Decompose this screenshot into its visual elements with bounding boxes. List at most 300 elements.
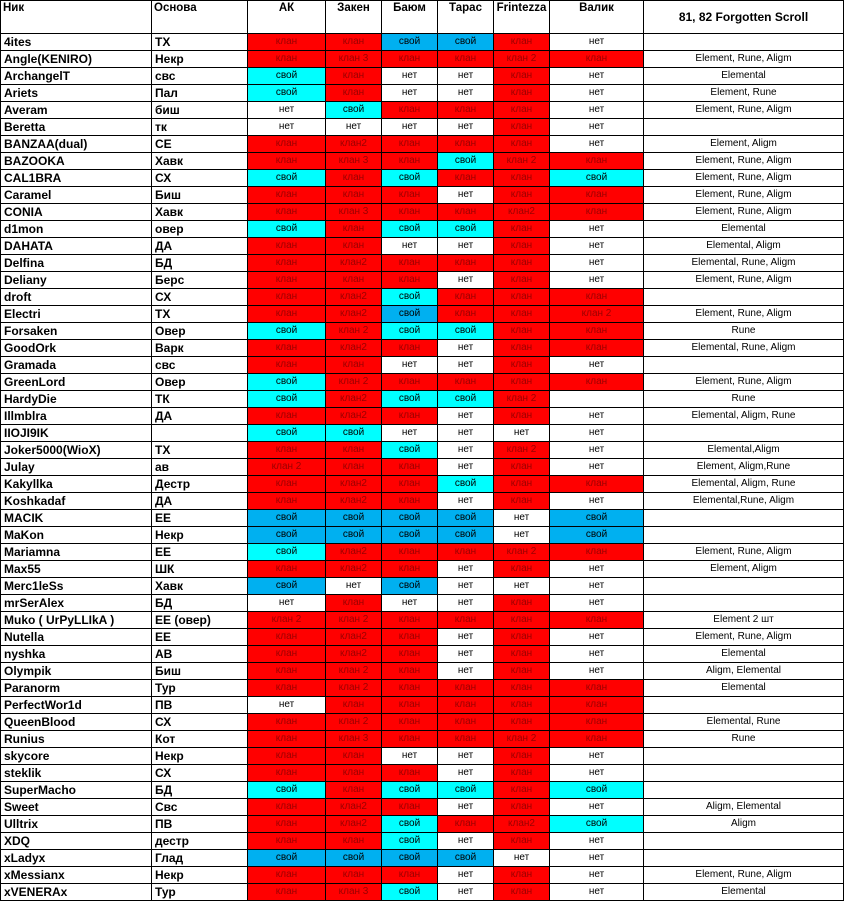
forgotten-scroll-cell: Element, Rune, Aligm — [644, 374, 844, 391]
nick-cell: nyshka — [1, 646, 152, 663]
roster-body — [1, 34, 844, 901]
ak-cell: клан — [248, 561, 326, 578]
table-row — [1, 391, 844, 408]
table-row — [1, 595, 844, 612]
zaken-cell: свой — [326, 527, 382, 544]
table-row — [1, 85, 844, 102]
zaken-cell: клан2 — [326, 391, 382, 408]
zaken-cell: клан2 — [326, 493, 382, 510]
table-row — [1, 544, 844, 561]
nick-cell: Caramel — [1, 187, 152, 204]
baium-cell: клан — [382, 680, 438, 697]
table-row — [1, 612, 844, 629]
frintezza-cell: клан — [494, 799, 550, 816]
nick-cell: skycore — [1, 748, 152, 765]
baium-cell: нет — [382, 238, 438, 255]
zaken-cell: клан — [326, 833, 382, 850]
ak-cell: свой — [248, 85, 326, 102]
zaken-cell: клан — [326, 595, 382, 612]
frintezza-cell: клан2 — [494, 816, 550, 833]
base-class-cell: ЕЕ — [152, 629, 248, 646]
frintezza-cell: клан 2 — [494, 731, 550, 748]
forgotten-scroll-cell: Rune — [644, 391, 844, 408]
zaken-cell: клан — [326, 765, 382, 782]
baium-cell: свой — [382, 510, 438, 527]
base-class-cell: тк — [152, 119, 248, 136]
valik-cell: клан — [550, 323, 644, 340]
valik-cell: клан — [550, 204, 644, 221]
base-class-cell: Некр — [152, 527, 248, 544]
valik-cell: нет — [550, 357, 644, 374]
frintezza-cell: клан — [494, 68, 550, 85]
baium-cell: свой — [382, 850, 438, 867]
base-class-cell: Дестр — [152, 476, 248, 493]
base-class-cell: Варк — [152, 340, 248, 357]
ak-cell: клан — [248, 255, 326, 272]
table-row — [1, 629, 844, 646]
frintezza-cell: нет — [494, 425, 550, 442]
valik-cell: нет — [550, 663, 644, 680]
table-row — [1, 119, 844, 136]
ak-cell: клан — [248, 340, 326, 357]
baium-cell: нет — [382, 85, 438, 102]
table-row — [1, 34, 844, 51]
base-class-cell: Глад — [152, 850, 248, 867]
base-class-cell: ДА — [152, 408, 248, 425]
zaken-cell: клан2 — [326, 340, 382, 357]
baium-cell: клан — [382, 731, 438, 748]
frintezza-cell: клан 2 — [494, 153, 550, 170]
valik-cell: нет — [550, 136, 644, 153]
zaken-cell: клан — [326, 238, 382, 255]
table-row — [1, 255, 844, 272]
valik-cell: клан — [550, 731, 644, 748]
frintezza-cell: клан — [494, 119, 550, 136]
frintezza-cell: клан — [494, 272, 550, 289]
forgotten-scroll-cell: Element, Rune, Aligm — [644, 272, 844, 289]
nick-cell: xVENERAx — [1, 884, 152, 901]
table-row — [1, 323, 844, 340]
nick-cell: BANZAA(dual) — [1, 136, 152, 153]
ak-cell: клан — [248, 646, 326, 663]
taras-cell: нет — [438, 663, 494, 680]
base-class-cell: БД — [152, 782, 248, 799]
nick-cell: XDQ — [1, 833, 152, 850]
frintezza-cell: клан — [494, 221, 550, 238]
base-class-cell: СЕ — [152, 136, 248, 153]
base-class-cell — [152, 425, 248, 442]
forgotten-scroll-cell — [644, 510, 844, 527]
ak-cell: клан — [248, 289, 326, 306]
zaken-cell: клан2 — [326, 289, 382, 306]
taras-cell: свой — [438, 34, 494, 51]
ak-cell: клан — [248, 408, 326, 425]
nick-cell: GreenLord — [1, 374, 152, 391]
ak-cell: клан 2 — [248, 459, 326, 476]
table-row — [1, 646, 844, 663]
taras-cell: нет — [438, 85, 494, 102]
zaken-cell: клан — [326, 34, 382, 51]
valik-cell: нет — [550, 442, 644, 459]
zaken-cell: клан 2 — [326, 663, 382, 680]
taras-cell: свой — [438, 323, 494, 340]
ak-cell: нет — [248, 595, 326, 612]
frintezza-cell: клан — [494, 170, 550, 187]
table-row — [1, 561, 844, 578]
ak-cell: свой — [248, 170, 326, 187]
nick-cell: ArchangelT — [1, 68, 152, 85]
nick-cell: Kakyllka — [1, 476, 152, 493]
table-row — [1, 68, 844, 85]
nick-cell: SuperMacho — [1, 782, 152, 799]
taras-cell: нет — [438, 340, 494, 357]
base-class-cell: ДА — [152, 238, 248, 255]
baium-cell: клан — [382, 765, 438, 782]
baium-cell: клан — [382, 204, 438, 221]
nick-cell: HardyDie — [1, 391, 152, 408]
nick-cell: PerfectWor1d — [1, 697, 152, 714]
frintezza-cell: нет — [494, 527, 550, 544]
nick-cell: Sweet — [1, 799, 152, 816]
zaken-cell: клан — [326, 221, 382, 238]
ak-cell: клан — [248, 884, 326, 901]
base-class-cell: Свс — [152, 799, 248, 816]
base-class-cell: ТХ — [152, 34, 248, 51]
forgotten-scroll-cell — [644, 289, 844, 306]
table-row — [1, 340, 844, 357]
header-baium: Баюм — [382, 1, 438, 34]
base-class-cell: ПВ — [152, 816, 248, 833]
zaken-cell: клан2 — [326, 816, 382, 833]
taras-cell: клан — [438, 612, 494, 629]
frintezza-cell: нет — [494, 578, 550, 595]
taras-cell: нет — [438, 884, 494, 901]
nick-cell: Ariets — [1, 85, 152, 102]
frintezza-cell: клан — [494, 561, 550, 578]
forgotten-scroll-cell: Rune — [644, 731, 844, 748]
frintezza-cell: клан — [494, 867, 550, 884]
table-row — [1, 170, 844, 187]
baium-cell: свой — [382, 391, 438, 408]
taras-cell: свой — [438, 476, 494, 493]
baium-cell: нет — [382, 357, 438, 374]
valik-cell: нет — [550, 765, 644, 782]
table-row — [1, 102, 844, 119]
taras-cell: клан — [438, 289, 494, 306]
taras-cell: клан — [438, 816, 494, 833]
baium-cell: клан — [382, 714, 438, 731]
zaken-cell: клан2 — [326, 799, 382, 816]
baium-cell: клан — [382, 629, 438, 646]
nick-cell: Runius — [1, 731, 152, 748]
nick-cell: CONIA — [1, 204, 152, 221]
forgotten-scroll-cell: Elemental,Aligm — [644, 442, 844, 459]
forgotten-scroll-cell: Elemental — [644, 221, 844, 238]
ak-cell: свой — [248, 391, 326, 408]
zaken-cell: клан2 — [326, 544, 382, 561]
table-row — [1, 425, 844, 442]
nick-cell: xMessianx — [1, 867, 152, 884]
table-row — [1, 442, 844, 459]
valik-cell: клан — [550, 544, 644, 561]
baium-cell: клан — [382, 476, 438, 493]
zaken-cell: клан 2 — [326, 374, 382, 391]
valik-cell: нет — [550, 578, 644, 595]
nick-cell: Koshkadaf — [1, 493, 152, 510]
zaken-cell: клан 2 — [326, 680, 382, 697]
nick-cell: Paranorm — [1, 680, 152, 697]
base-class-cell: ЕЕ — [152, 544, 248, 561]
valik-cell: нет — [550, 85, 644, 102]
base-class-cell: дестр — [152, 833, 248, 850]
baium-cell: свой — [382, 884, 438, 901]
table-row — [1, 272, 844, 289]
table-row — [1, 306, 844, 323]
table-row — [1, 833, 844, 850]
nick-cell: Ulltrix — [1, 816, 152, 833]
taras-cell: нет — [438, 425, 494, 442]
forgotten-scroll-cell: Elemental, Aligm, Rune — [644, 408, 844, 425]
table-row — [1, 850, 844, 867]
taras-cell: клан — [438, 731, 494, 748]
taras-cell: свой — [438, 391, 494, 408]
header-taras: Тарас — [438, 1, 494, 34]
nick-cell: Julay — [1, 459, 152, 476]
taras-cell: нет — [438, 68, 494, 85]
taras-cell: нет — [438, 408, 494, 425]
base-class-cell: Хавк — [152, 204, 248, 221]
zaken-cell: клан — [326, 459, 382, 476]
forgotten-scroll-cell: Element, Aligm — [644, 136, 844, 153]
baium-cell: свой — [382, 442, 438, 459]
nick-cell: Gramada — [1, 357, 152, 374]
taras-cell: клан — [438, 170, 494, 187]
forgotten-scroll-cell — [644, 850, 844, 867]
frintezza-cell: клан 2 — [494, 442, 550, 459]
forgotten-scroll-cell — [644, 595, 844, 612]
forgotten-scroll-cell: Element, Rune, Aligm — [644, 306, 844, 323]
taras-cell: клан — [438, 204, 494, 221]
ak-cell: клан — [248, 867, 326, 884]
base-class-cell: ТХ — [152, 442, 248, 459]
ak-cell: свой — [248, 544, 326, 561]
baium-cell: свой — [382, 833, 438, 850]
table-row — [1, 578, 844, 595]
ak-cell: клан — [248, 476, 326, 493]
base-class-cell: СХ — [152, 714, 248, 731]
zaken-cell: клан 3 — [326, 51, 382, 68]
ak-cell: клан — [248, 731, 326, 748]
ak-cell: клан — [248, 51, 326, 68]
frintezza-cell: клан — [494, 748, 550, 765]
zaken-cell: клан 2 — [326, 612, 382, 629]
header-frintezza: Frintezza — [494, 1, 550, 34]
base-class-cell: ПВ — [152, 697, 248, 714]
zaken-cell: клан — [326, 748, 382, 765]
zaken-cell: клан2 — [326, 255, 382, 272]
ak-cell: свой — [248, 221, 326, 238]
taras-cell: нет — [438, 442, 494, 459]
table-row — [1, 884, 844, 901]
ak-cell: свой — [248, 510, 326, 527]
base-class-cell: Биш — [152, 187, 248, 204]
nick-cell: MaKon — [1, 527, 152, 544]
base-class-cell: Овер — [152, 374, 248, 391]
valik-cell: нет — [550, 221, 644, 238]
forgotten-scroll-cell — [644, 34, 844, 51]
ak-cell: клан 2 — [248, 612, 326, 629]
valik-cell: нет — [550, 833, 644, 850]
valik-cell: клан — [550, 51, 644, 68]
ak-cell: клан — [248, 765, 326, 782]
nick-cell: Nutella — [1, 629, 152, 646]
nick-cell: QueenBlood — [1, 714, 152, 731]
nick-cell: Joker5000(WioX) — [1, 442, 152, 459]
ak-cell: свой — [248, 850, 326, 867]
header-row — [1, 1, 844, 34]
table-row — [1, 527, 844, 544]
forgotten-scroll-cell — [644, 119, 844, 136]
taras-cell: нет — [438, 357, 494, 374]
table-row — [1, 204, 844, 221]
frintezza-cell: клан — [494, 187, 550, 204]
taras-cell: свой — [438, 850, 494, 867]
baium-cell: свой — [382, 782, 438, 799]
forgotten-scroll-cell: Elemental, Aligm — [644, 238, 844, 255]
valik-cell: свой — [550, 510, 644, 527]
zaken-cell: свой — [326, 425, 382, 442]
forgotten-scroll-cell — [644, 782, 844, 799]
valik-cell: клан — [550, 340, 644, 357]
valik-cell: нет — [550, 408, 644, 425]
baium-cell: клан — [382, 493, 438, 510]
zaken-cell: клан2 — [326, 136, 382, 153]
taras-cell: нет — [438, 867, 494, 884]
zaken-cell: клан2 — [326, 561, 382, 578]
zaken-cell: клан2 — [326, 646, 382, 663]
taras-cell: нет — [438, 187, 494, 204]
ak-cell: клан — [248, 833, 326, 850]
ak-cell: клан — [248, 204, 326, 221]
nick-cell: MACIK — [1, 510, 152, 527]
ak-cell: нет — [248, 102, 326, 119]
frintezza-cell: клан — [494, 408, 550, 425]
baium-cell: свой — [382, 221, 438, 238]
frintezza-cell: клан — [494, 459, 550, 476]
frintezza-cell: клан 2 — [494, 544, 550, 561]
baium-cell: клан — [382, 153, 438, 170]
nick-cell: Beretta — [1, 119, 152, 136]
forgotten-scroll-cell: Elemental — [644, 68, 844, 85]
valik-cell: свой — [550, 170, 644, 187]
zaken-cell: клан — [326, 85, 382, 102]
frintezza-cell: клан — [494, 238, 550, 255]
valik-cell: свой — [550, 527, 644, 544]
ak-cell: нет — [248, 119, 326, 136]
ak-cell: клан — [248, 272, 326, 289]
frintezza-cell: клан — [494, 374, 550, 391]
baium-cell: свой — [382, 527, 438, 544]
forgotten-scroll-cell: Element, Rune, Aligm — [644, 153, 844, 170]
baium-cell: клан — [382, 646, 438, 663]
nick-cell: Angle(KENIRO) — [1, 51, 152, 68]
nick-cell: Olympik — [1, 663, 152, 680]
taras-cell: свой — [438, 153, 494, 170]
baium-cell: нет — [382, 748, 438, 765]
zaken-cell: клан 2 — [326, 323, 382, 340]
baium-cell: клан — [382, 561, 438, 578]
ak-cell: свой — [248, 374, 326, 391]
zaken-cell: клан — [326, 867, 382, 884]
table-row — [1, 714, 844, 731]
taras-cell: нет — [438, 578, 494, 595]
valik-cell: клан — [550, 187, 644, 204]
taras-cell: нет — [438, 646, 494, 663]
forgotten-scroll-cell: Element, Rune, Aligm — [644, 204, 844, 221]
taras-cell: нет — [438, 493, 494, 510]
taras-cell: нет — [438, 119, 494, 136]
table-row — [1, 374, 844, 391]
base-class-cell: Биш — [152, 663, 248, 680]
ak-cell: клан — [248, 663, 326, 680]
forgotten-scroll-cell: Aligm, Elemental — [644, 799, 844, 816]
zaken-cell: клан2 — [326, 408, 382, 425]
baium-cell: нет — [382, 595, 438, 612]
table-row — [1, 357, 844, 374]
base-class-cell: овер — [152, 221, 248, 238]
ak-cell: клан — [248, 34, 326, 51]
valik-cell: нет — [550, 102, 644, 119]
nick-cell: Merc1leSs — [1, 578, 152, 595]
forgotten-scroll-cell: Element 2 шт — [644, 612, 844, 629]
forgotten-scroll-cell: Elemental, Rune, Aligm — [644, 255, 844, 272]
forgotten-scroll-cell: Elemental, Rune, Aligm — [644, 340, 844, 357]
baium-cell: клан — [382, 136, 438, 153]
table-row — [1, 289, 844, 306]
frintezza-cell: нет — [494, 510, 550, 527]
baium-cell: свой — [382, 816, 438, 833]
valik-cell: нет — [550, 425, 644, 442]
valik-cell: клан — [550, 697, 644, 714]
forgotten-scroll-cell: Element, Rune, Aligm — [644, 51, 844, 68]
table-row — [1, 765, 844, 782]
nick-cell: droft — [1, 289, 152, 306]
taras-cell: нет — [438, 765, 494, 782]
ak-cell: свой — [248, 527, 326, 544]
forgotten-scroll-cell: Elemental — [644, 646, 844, 663]
frintezza-cell: клан — [494, 34, 550, 51]
valik-cell: клан — [550, 714, 644, 731]
frintezza-cell: клан — [494, 493, 550, 510]
forgotten-scroll-cell: Aligm — [644, 816, 844, 833]
baium-cell: свой — [382, 289, 438, 306]
baium-cell: свой — [382, 323, 438, 340]
ak-cell: клан — [248, 187, 326, 204]
frintezza-cell: клан — [494, 646, 550, 663]
nick-cell: IIOJI9IK — [1, 425, 152, 442]
nick-cell: xLadyx — [1, 850, 152, 867]
table-row — [1, 663, 844, 680]
base-class-cell: Пал — [152, 85, 248, 102]
baium-cell: клан — [382, 272, 438, 289]
zaken-cell: клан2 — [326, 629, 382, 646]
frintezza-cell: клан — [494, 357, 550, 374]
ak-cell: клан — [248, 306, 326, 323]
taras-cell: клан — [438, 306, 494, 323]
valik-cell: свой — [550, 782, 644, 799]
taras-cell: свой — [438, 510, 494, 527]
ak-cell: клан — [248, 136, 326, 153]
